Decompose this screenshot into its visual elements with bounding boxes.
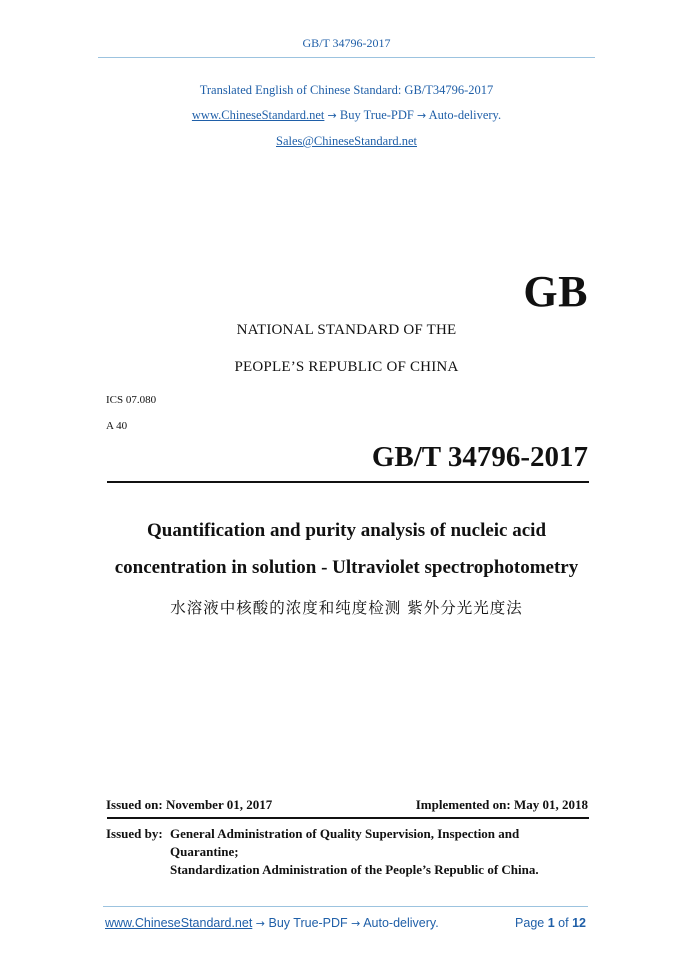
footer-rule: [103, 906, 588, 907]
sales-line: [0, 134, 693, 149]
issued-by-line3: Standardization Administration of the People’s Republic of China.: [170, 862, 539, 877]
arrow-right-icon: →: [327, 109, 337, 122]
footer-purchase-line: [105, 916, 439, 930]
translation-notice: Translated English of Chinese Standard: GB/T34796-2017: [199, 83, 494, 97]
footer-delivery-text: Auto-delivery.: [363, 916, 439, 930]
arrow-right-icon: →: [417, 109, 427, 122]
chinese-title: 水溶液中核酸的浓度和纯度检测 紫外分光光度法: [170, 599, 523, 617]
page-indicator: [515, 916, 586, 930]
page-of: of: [558, 916, 569, 930]
arrow-right-icon: →: [255, 917, 266, 930]
site-link[interactable]: www.ChineseStandard.net: [191, 108, 325, 122]
page-label: Page: [515, 916, 545, 930]
arrow-right-icon: →: [351, 917, 361, 930]
page-current: 1: [547, 916, 555, 930]
title-line1: Quantification and purity analysis of nucleic acid: [146, 520, 547, 541]
buy-pdf-text: Buy True-PDF: [339, 108, 414, 122]
ics-code: ICS 07.080: [106, 394, 157, 406]
issued-by-line1: General Administration of Quality Supervision, Inspection and: [170, 826, 520, 841]
title-rule: [107, 481, 589, 483]
page-total: 12: [572, 916, 586, 930]
header-rule: [98, 57, 595, 58]
issued-on: Issued on: November 01, 2017: [106, 797, 273, 812]
footer-buy-text: Buy True-PDF: [268, 916, 348, 930]
standard-number: GB/T 34796-2017: [371, 441, 588, 473]
issued-by-label: Issued by:: [106, 826, 163, 841]
issued-by-line2: Quarantine;: [170, 844, 239, 859]
footer-site-link[interactable]: www.ChineseStandard.net: [105, 916, 253, 930]
implemented-on: Implemented on: May 01, 2018: [415, 797, 588, 812]
running-header: GB/T 34796-2017: [302, 36, 391, 50]
national-standard-line2: PEOPLE’S REPUBLIC OF CHINA: [234, 359, 459, 375]
sales-email-link[interactable]: Sales@ChineseStandard.net: [276, 134, 417, 148]
national-standard-line1: NATIONAL STANDARD OF THE: [236, 322, 457, 338]
classification-code: A 40: [106, 420, 128, 432]
purchase-line: [0, 108, 693, 123]
auto-delivery-text: Auto-delivery.: [428, 108, 502, 122]
title-line2: concentration in solution - Ultraviolet spectrophotometry: [114, 557, 579, 578]
gb-mark: GB: [523, 267, 588, 316]
issue-rule: [107, 817, 589, 819]
